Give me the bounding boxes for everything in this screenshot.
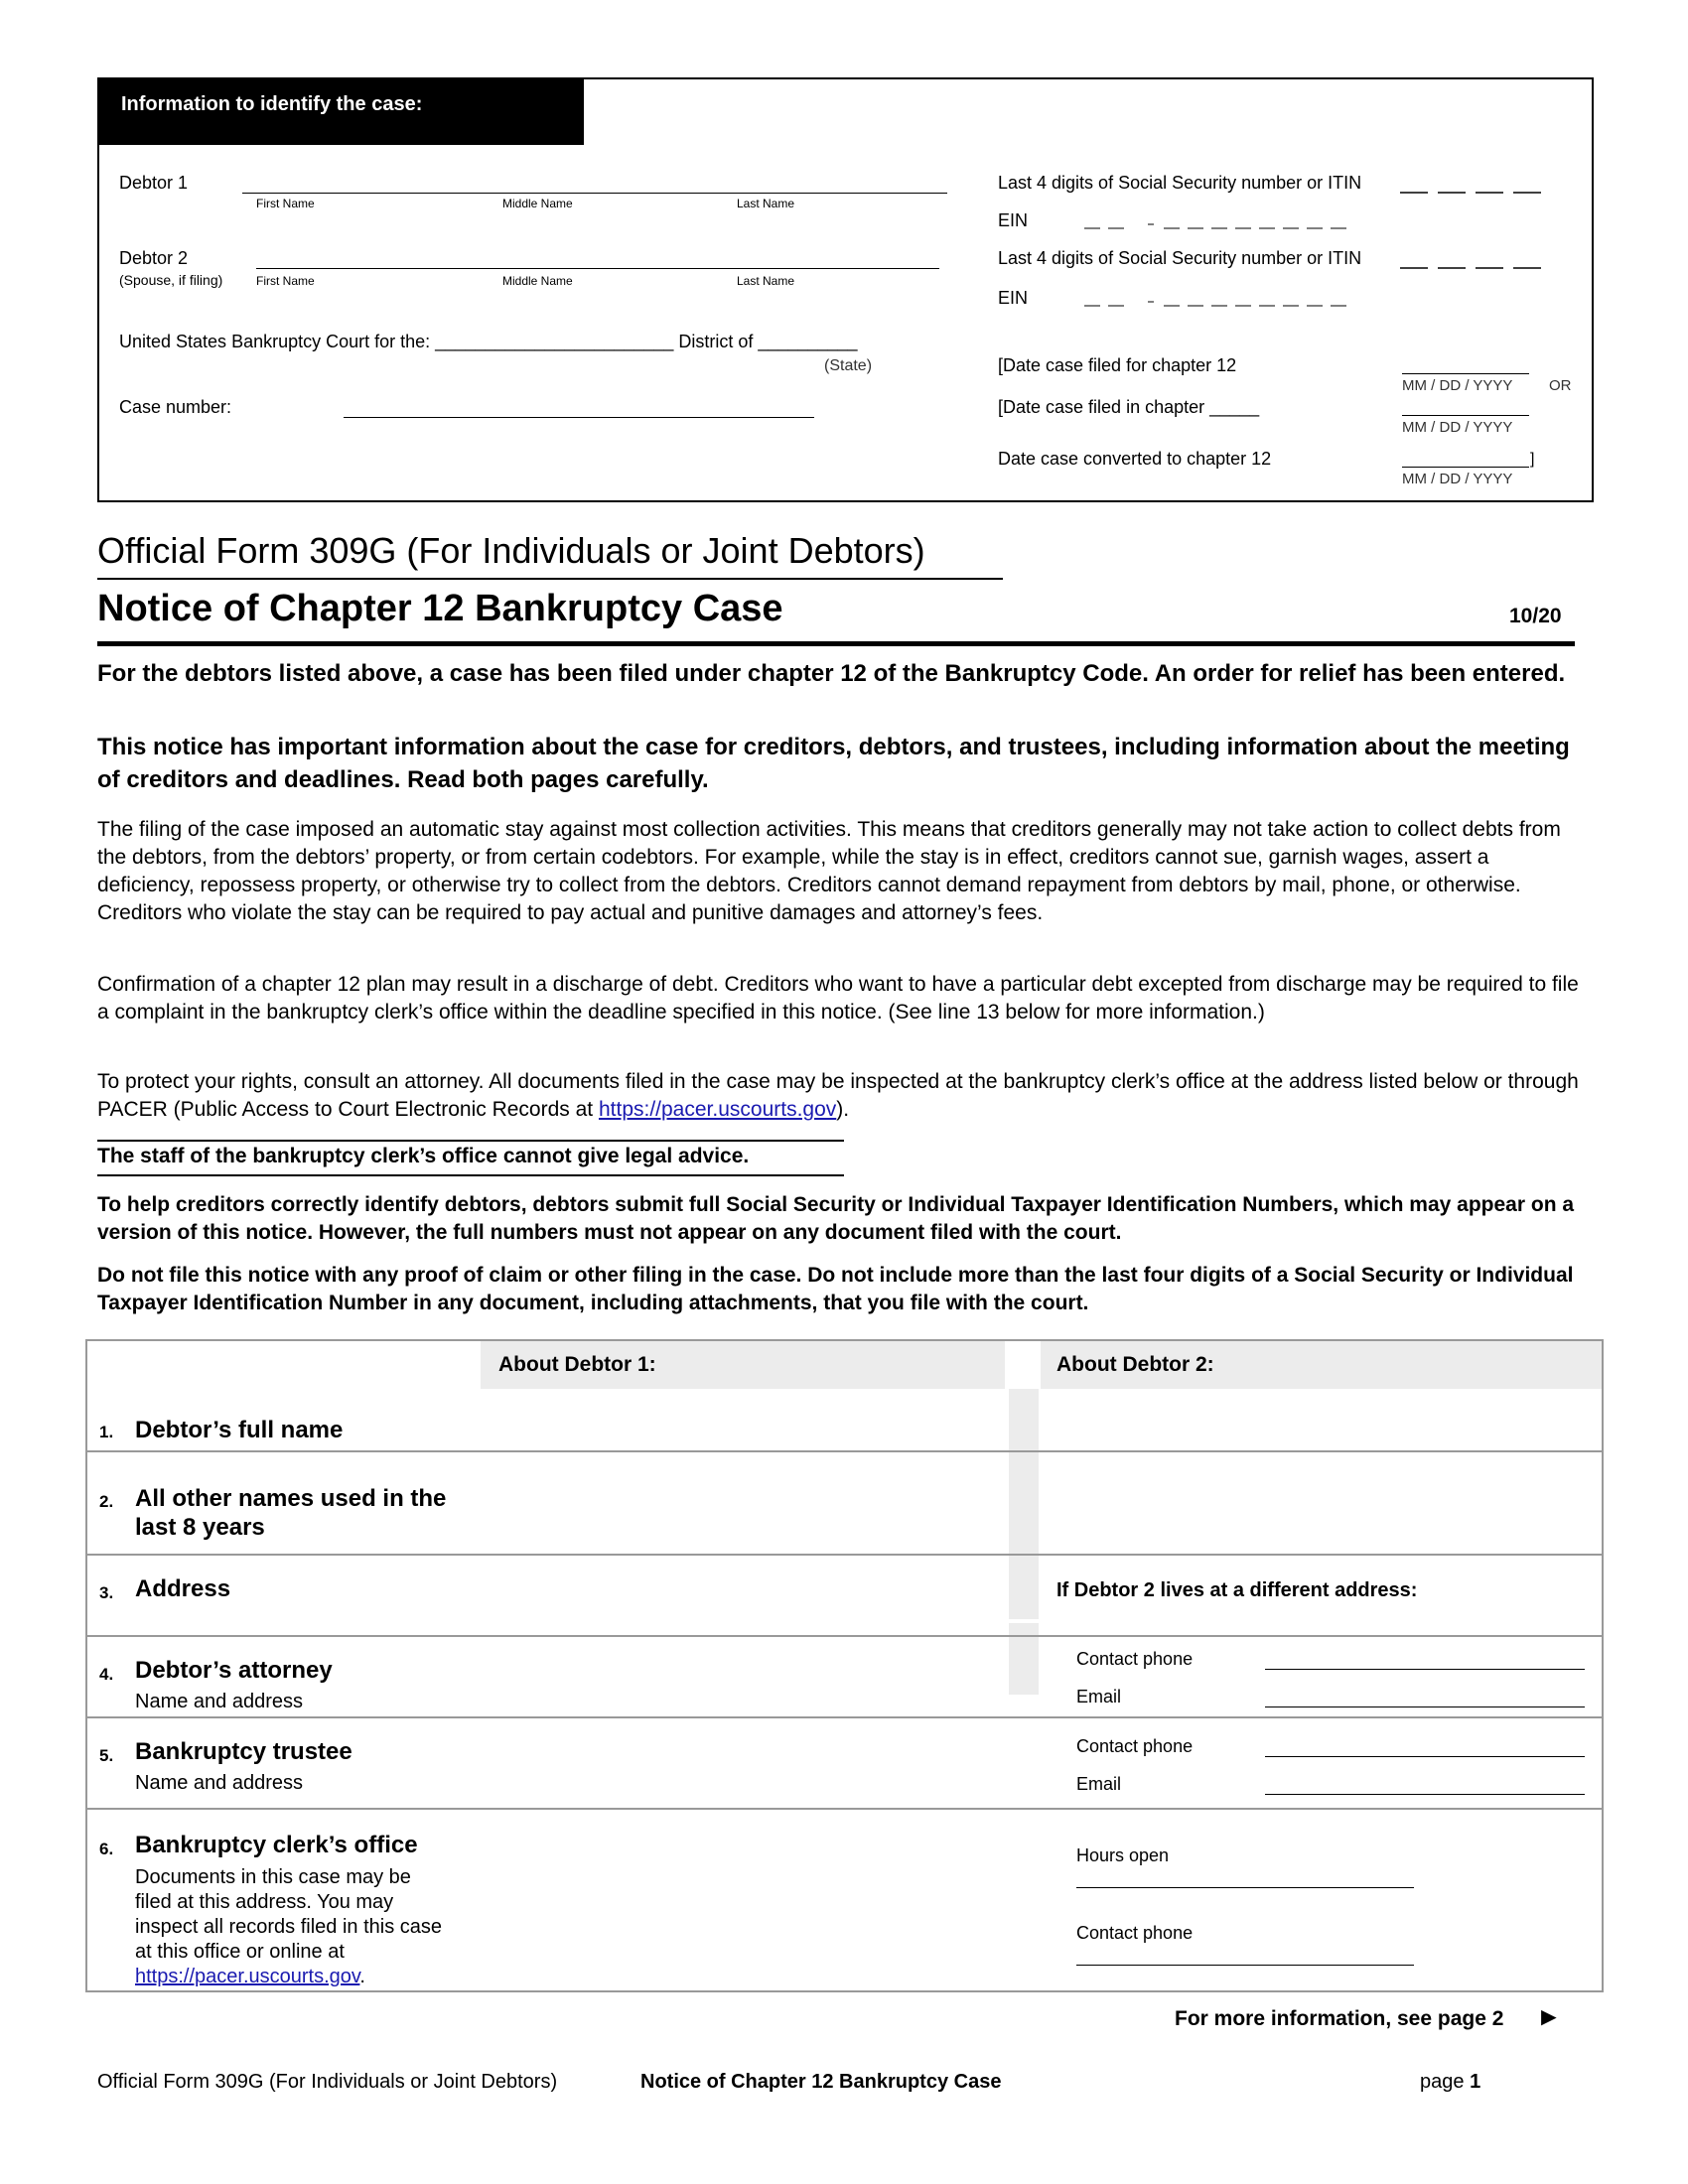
row4-email-label: Email — [1076, 1687, 1122, 1706]
or-caption: OR — [1549, 377, 1572, 394]
row6-contact-phone-label: Contact phone — [1076, 1923, 1194, 1943]
middle-name-caption: Middle Name — [502, 197, 573, 210]
row6-clerk-office-description: Documents in this case may be filed at this address. You may inspect all records filed in this case at this office or online at https://pacer.uscourts.gov. — [135, 1866, 443, 1987]
row-divider — [87, 1808, 1602, 1810]
debtor2-ssn-label: Last 4 digits of Social Security number or ITIN — [998, 248, 1362, 268]
row6-pacer-link[interactable]: https://pacer.uscourts.gov — [135, 1966, 360, 1987]
debtor2-ein-label: EIN — [998, 288, 1029, 308]
do-not-file-paragraph: Do not file this notice with any proof of claim or other filing in the case. Do not include more than the last four digits of a Social Security or Individual Taxpayer Identification Number in any document, including attachments, that you file with the court. — [97, 1264, 1574, 1314]
date-format-caption: MM / DD / YYYY — [1402, 377, 1513, 394]
row4-contact-phone-label: Contact phone — [1076, 1649, 1194, 1669]
row-divider — [87, 1450, 1602, 1452]
more-info-note: For more information, see page 2 — [1175, 2007, 1504, 2030]
debtor1-label: Debtor 1 — [119, 173, 189, 193]
row6-contact-phone-field[interactable] — [1076, 1965, 1414, 1966]
row4-number: 4. — [99, 1665, 114, 1684]
notice-title: Notice of Chapter 12 Bankruptcy Case — [97, 588, 783, 629]
about-debtor2-header: About Debtor 2: — [1056, 1353, 1214, 1376]
column-separator — [1009, 1389, 1039, 1619]
date-filed-ch12-label: [Date case filed for chapter 12 — [998, 355, 1237, 375]
date-format-caption: MM / DD / YYYY — [1402, 419, 1513, 436]
case-info-header: Information to identify the case: — [99, 79, 584, 145]
intro-important-info: This notice has important information about the case for creditors, debtors, and trustees, including information about the meeting of creditors and deadlines. Read both pages carefully. — [97, 734, 1570, 793]
protect-rights-paragraph: To protect your rights, consult an attorney. All documents filed in the case may be inspected at the bankruptcy clerk’s office at the address listed below or through PACER (Public Access to Court Electronic Records at https://pacer.uscourts.gov). — [97, 1070, 1579, 1121]
row6-clerk-office-label: Bankruptcy clerk’s office — [135, 1832, 418, 1858]
last-name-caption: Last Name — [737, 197, 795, 210]
row2-number: 2. — [99, 1492, 114, 1511]
debtor2-different-address-label: If Debtor 2 lives at a different address: — [1056, 1579, 1418, 1601]
footer-page: page 1 — [1420, 2071, 1481, 2093]
row5-number: 5. — [99, 1746, 114, 1765]
row-divider — [87, 1554, 1602, 1556]
row4-debtor-attorney-label: Debtor’s attorney — [135, 1657, 333, 1684]
debtor2-ein-field[interactable] — [1084, 292, 1382, 308]
row3-number: 3. — [99, 1583, 114, 1602]
row4-name-address-label: Name and address — [135, 1691, 303, 1712]
date-converted-label: Date case converted to chapter 12 — [998, 449, 1272, 469]
case-number-label: Case number: — [119, 397, 232, 417]
discharge-paragraph: Confirmation of a chapter 12 plan may result in a discharge of debt. Creditors who want to have a particular debt excepted from discharge may be required to file a complaint in the bankruptcy clerk’s office within the deadline specified in this notice. (See line 13 below for more information.) — [97, 973, 1579, 1024]
row6-hours-open-field[interactable] — [1076, 1887, 1414, 1888]
intro-case-filed: For the debtors listed above, a case has been filed under chapter 12 of the Bankruptcy Code. An order for relief has been entered. — [97, 660, 1566, 687]
state-caption: (State) — [824, 357, 873, 374]
middle-name-caption: Middle Name — [502, 274, 573, 288]
debtor2-label: Debtor 2 — [119, 248, 189, 268]
first-name-caption: First Name — [256, 197, 315, 210]
form-version: 10/20 — [1509, 605, 1562, 627]
staff-rule-top — [97, 1140, 844, 1142]
first-name-caption: First Name — [256, 274, 315, 288]
case-info-table — [85, 1339, 1604, 1992]
row1-number: 1. — [99, 1423, 114, 1441]
date-format-caption: MM / DD / YYYY — [1402, 471, 1513, 487]
row5-email-label: Email — [1076, 1774, 1122, 1794]
date-filed-ch12-field[interactable] — [1402, 373, 1529, 374]
row5-name-address-label: Name and address — [135, 1772, 303, 1794]
about-debtor1-header: About Debtor 1: — [498, 1353, 656, 1376]
last-name-caption: Last Name — [737, 274, 795, 288]
debtor1-ein-label: EIN — [998, 210, 1029, 230]
column-separator — [1009, 1623, 1039, 1695]
row2-other-names-label: All other names used in the last 8 years — [135, 1485, 447, 1541]
form-title: Official Form 309G (For Individuals or Joint Debtors) — [97, 530, 925, 571]
staff-no-legal-advice: The staff of the bankruptcy clerk’s office cannot give legal advice. — [97, 1145, 750, 1167]
row5-bankruptcy-trustee-label: Bankruptcy trustee — [135, 1738, 352, 1765]
row-divider — [87, 1635, 1602, 1637]
debtor1-name-field[interactable] — [242, 193, 947, 194]
staff-rule-bottom — [97, 1174, 844, 1176]
debtor1-ssn-label: Last 4 digits of Social Security number or ITIN — [998, 173, 1362, 193]
automatic-stay-paragraph: The filing of the case imposed an automatic stay against most collection activities. This means that creditors generally may not take action to collect debts from the debtors, from the debtors’ property, or from certain codebtors. For example, while the stay is in effect, creditors cannot sue, garnish wages, assert a deficiency, repossess property, or otherwise try to collect from the debtors. Creditors cannot demand repayment from debtors by mail, phone, or otherwise. Creditors who violate the stay can be required to pay actual and punitive damages and attorney’s fees. — [97, 818, 1561, 924]
debtor2-name-field[interactable] — [256, 268, 939, 269]
debtor2-spouse-note: (Spouse, if filing) — [119, 272, 223, 288]
ssn-identification-paragraph: To help creditors correctly identify debtors, debtors submit full Social Security or Individual Taxpayer Identification Numbers, which may appear on a version of this notice. However, the full numbers must not appear on any document filed with the court. — [97, 1193, 1575, 1244]
debtor1-ssn-field[interactable] — [1400, 179, 1549, 195]
row4-contact-phone-field[interactable] — [1265, 1669, 1585, 1670]
footer-page-number: 1 — [1470, 2071, 1481, 2093]
footer-form-name: Official Form 309G (For Individuals or Joint Debtors) — [97, 2071, 558, 2093]
pacer-link[interactable]: https://pacer.uscourts.gov — [598, 1098, 837, 1121]
row3-address-label: Address — [135, 1575, 231, 1602]
debtor2-ssn-field[interactable] — [1400, 254, 1549, 270]
title-rule — [97, 641, 1575, 646]
row1-debtor-full-name-label: Debtor’s full name — [135, 1417, 344, 1443]
bracket-close: ] — [1530, 451, 1535, 468]
debtor1-ein-field[interactable] — [1084, 214, 1382, 230]
row5-email-field[interactable] — [1265, 1794, 1585, 1795]
court-district-label: United States Bankruptcy Court for the: ________________________ District of __________ — [119, 332, 858, 351]
case-number-field[interactable] — [344, 417, 814, 418]
row6-number: 6. — [99, 1840, 114, 1858]
row5-contact-phone-label: Contact phone — [1076, 1736, 1194, 1756]
date-filed-chapter-label: [Date case filed in chapter _____ — [998, 397, 1260, 417]
row4-email-field[interactable] — [1265, 1706, 1585, 1707]
row5-contact-phone-field[interactable] — [1265, 1756, 1585, 1757]
date-converted-field[interactable] — [1402, 467, 1529, 468]
case-info-box — [97, 77, 1594, 502]
footer-notice-title: Notice of Chapter 12 Bankruptcy Case — [640, 2071, 1002, 2093]
row6-hours-open-label: Hours open — [1076, 1845, 1170, 1865]
row-divider — [87, 1716, 1602, 1718]
date-filed-chapter-field[interactable] — [1402, 415, 1529, 416]
title-underline — [97, 578, 1003, 580]
arrow-right-icon: ► — [1536, 2001, 1562, 2031]
